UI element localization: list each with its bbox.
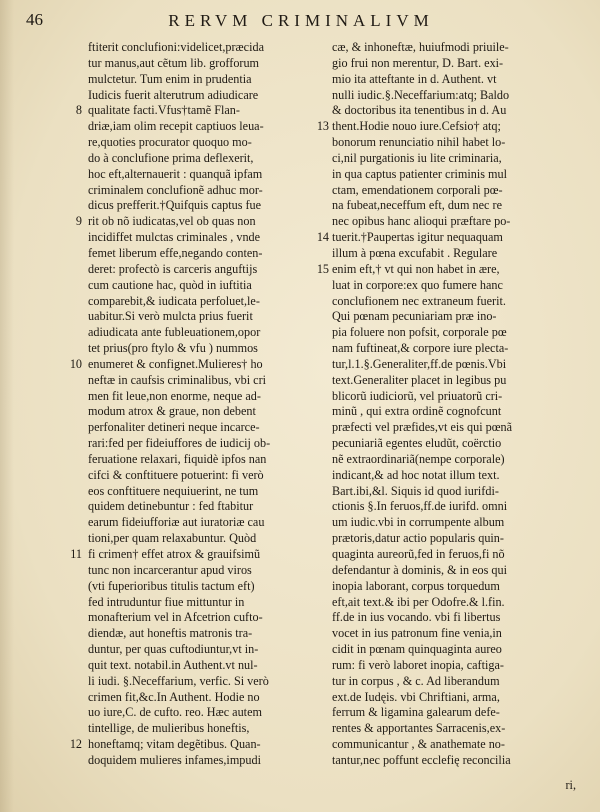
text-line: rari:fed per fideiuffores de iudicij ob- xyxy=(88,436,271,451)
catchword: ri, xyxy=(565,778,576,792)
text-line: defendantur à dominis, & in eos qui xyxy=(332,562,507,577)
text-line: honeftamq; vitam degẽtibus. Quan- xyxy=(88,737,261,752)
text-line: enim eft,† vt qui non habet in ære, xyxy=(332,261,500,276)
text-line: femet liberum effe,negando conten- xyxy=(88,245,263,260)
text-line: earum fideiufforiæ aut iuratoriæ cau xyxy=(88,515,265,530)
text-line: quidem detinebuntur : fed ftabitur xyxy=(88,499,254,514)
text-line: um iudic.vbi in corrumpente album xyxy=(332,515,505,530)
marginal-number: 15 xyxy=(316,262,329,276)
marginal-number: 8 xyxy=(75,103,82,117)
text-line: tioni,per quam relaxabuntur. Quòd xyxy=(88,531,257,546)
text-line: ferrum & ligamina galearum defe- xyxy=(332,705,500,720)
text-line: nec opibus hanc alioqui præftare po- xyxy=(332,214,511,229)
text-line: ctionis §.In feruos,ff.de iurifd. omni xyxy=(332,499,508,514)
text-line: pecuniariã egentes eludũt, coërctio xyxy=(332,436,502,451)
text-line: crimen fit,&c.In Authent. Hodie no xyxy=(88,689,260,704)
text-line: tur,l.1.§.Generaliter,ff.de pœnis.Vbi xyxy=(332,356,507,371)
text-line: deret: profectò is carceris anguftijs xyxy=(88,261,258,276)
text-line: comparebit,& iudicata perfoluet,le- xyxy=(88,293,260,308)
text-line: dicus prefferit.†Quifquis captus fue xyxy=(88,198,262,213)
text-line: tur manus,aut cẽtum lib. grofforum xyxy=(88,55,260,70)
text-line: cidit in pœnam quinquaginta aureo xyxy=(332,642,502,657)
text-line: cifci & conftituere potuerint: fi verò xyxy=(88,467,264,482)
text-line: illum à pœna excufabit . Regulare xyxy=(332,245,498,260)
text-line: enumeret & confignet.Mulieres† ho xyxy=(88,356,263,371)
text-line: duntur, per quas cuftodiuntur,vt in- xyxy=(88,642,259,657)
text-line: quaginta aureorũ,fed in feruos,fi nõ xyxy=(332,547,505,561)
text-line: tur in corpus , & c. Ad liberandum xyxy=(332,673,500,688)
text-line: tet prius(pro ftylo & vfu ) nummos xyxy=(88,341,258,356)
text-line: quit text. notabil.in Authent.vt nul- xyxy=(88,657,258,672)
text-line: doquidem mulieres infames,impudi xyxy=(88,752,261,767)
text-line: ctam, emendationem corporali pœ- xyxy=(332,182,503,197)
text-line: cum cautione hac, quòd in iuftitia xyxy=(88,277,252,292)
text-line: eft,ait text.& ibi per Odofre.& l.fin. xyxy=(332,594,505,609)
text-line: adiudicata ante fubleuationem,opor xyxy=(88,325,261,340)
marginal-number: 11 xyxy=(70,547,82,561)
text-line: diendæ, aut honeftis matronis tra- xyxy=(88,626,253,641)
text-line: & doctoribus ita tenentibus in d. Au xyxy=(332,103,507,118)
text-line: ff.de in ius vocando. vbi fi libertus xyxy=(332,610,501,625)
text-line: tuerit.†Paupertas igitur nequaquam xyxy=(332,230,503,245)
text-line: conclufionem nec extraneum fuerit. xyxy=(332,293,506,308)
text-line: monafterium vel in Afcetrion cufto- xyxy=(88,610,263,625)
text-line: na fubeat,neceffum eft, dum nec re xyxy=(332,198,502,213)
text-line: communicantur , & anathemate no- xyxy=(332,737,505,752)
text-line: text.Generaliter placet in legibus pu xyxy=(332,372,507,387)
text-line: uo iure,C. de cufto. reo. Hæc autem xyxy=(88,705,262,720)
text-line: nẽ extraordinariã(nempe corporale) xyxy=(332,451,505,466)
text-line: uabitur.Si verò mulcta prius fuerit xyxy=(88,309,253,324)
text-line: eos conftituere nequiuerint, ne tum xyxy=(88,483,259,498)
text-line: tintellige, de mulieribus honeftis, xyxy=(88,721,250,736)
text-line: bonorum renunciatio nihil habet lo- xyxy=(332,135,506,150)
text-line: nulli iudic.§.Neceffarium:atq; Baldo xyxy=(332,87,510,102)
text-line: in qua captus patienter criminis mul xyxy=(332,166,507,181)
text-line: vocet in ius patronum fine venia,in xyxy=(332,626,502,641)
marginal-number: 9 xyxy=(75,214,82,228)
text-line: Iudicis fuerit alterutrum adiudicare xyxy=(88,87,259,102)
text-line: tunc non incarcerantur apud viros xyxy=(88,562,252,577)
text-line: hoc eft,alternauerit : quanquã ipfam xyxy=(88,166,263,181)
text-line: rum: fi verò laboret inopia, caftiga- xyxy=(332,657,504,672)
text-line: Qui pœnam pecuniariam præ ino- xyxy=(332,309,497,324)
gutter-shadow xyxy=(0,0,14,812)
text-line: do à conclufione prima deflexerit, xyxy=(88,150,254,165)
text-line: luat in corpore:ex quo fumere hanc xyxy=(332,277,503,292)
text-line: mulctetur. Tum enim in prudentia xyxy=(88,71,252,86)
text-line: Bart.ibi,&l. Siquis id quod iurifdi- xyxy=(332,483,499,498)
left-text-column xyxy=(88,40,310,769)
right-text-column xyxy=(332,40,578,769)
text-line: thent.Hodie nouo iure.Cefsio† atq; xyxy=(332,119,501,134)
text-line: minũ , qui extra ordinẽ cognofcunt xyxy=(332,404,502,419)
running-title: RERVM CRIMINALIVM xyxy=(168,11,434,30)
text-line: rit ob nõ iudicatas,vel ob quas non xyxy=(88,214,256,229)
text-line: cæ, & inhoneftæ, huiufmodi priuile- xyxy=(332,40,509,54)
text-line: modum atrox & graue, non debent xyxy=(88,404,256,419)
text-line: ext.de Iudęis. vbi Chriftiani, arma, xyxy=(332,689,500,704)
text-line: inopia laborant, corpus torquedum xyxy=(332,578,500,593)
text-line: rentes & apportantes Sarracenis,ex- xyxy=(332,721,506,736)
marginal-number: 14 xyxy=(316,230,329,244)
text-line: ftiterit conclufioni:videlicet,præcida xyxy=(88,40,264,54)
text-line: re,quoties procurator quoquo mo- xyxy=(88,135,252,150)
text-line: tantur,nec poffunt ecclefię reconcilia xyxy=(332,752,511,767)
text-line: criminalem conclufionẽ adhuc mor- xyxy=(88,182,263,197)
text-line: pia foluere non pofsit, corporale pœ xyxy=(332,325,507,340)
text-line: driæ,iam olim recepit captiuos leua- xyxy=(88,119,264,134)
text-line: gio frui non merentur, D. Bart. exi- xyxy=(332,55,504,70)
text-line: nam fuftineat,& corpore iure plecta- xyxy=(332,341,509,356)
text-line: fed intruduntur fiue mittuntur in xyxy=(88,594,245,609)
text-line: (vti fuperioribus titulis tactum eft) xyxy=(88,578,255,593)
text-line: fi crimen† effet atrox & grauifsimũ xyxy=(88,547,261,561)
text-line: men fit leue,non enorme, neque ad- xyxy=(88,388,261,403)
text-line: qualitate facti.Vfus†tamẽ Flan- xyxy=(88,103,240,118)
marginal-number: 10 xyxy=(69,357,82,371)
text-line: ci,nil purgationis iu lite criminaria, xyxy=(332,150,502,165)
text-line: prætoris,datur actio popularis quin- xyxy=(332,531,504,546)
folio-number: 46 xyxy=(26,10,43,29)
text-line: feruatione relaxari, fiquidè ipfos nan xyxy=(88,451,267,466)
text-line: præfecti vel præfides,vt eis qui pœnã xyxy=(332,420,513,435)
page-header xyxy=(26,10,576,36)
text-line: indicant,& ad hoc notat illum text. xyxy=(332,467,500,482)
text-line: neftæ in caufsis criminalibus, vbi cri xyxy=(88,372,267,387)
text-line: mio ita atteftante in d. Authent. vt xyxy=(332,71,497,86)
text-line: incidiffet mulctas criminales , vnde xyxy=(88,230,261,245)
marginal-number: 13 xyxy=(316,119,329,133)
text-line: perfonaliter detineri neque incarce- xyxy=(88,420,260,435)
text-line: blicorũ iudiciorũ, vel priuatorũ cri- xyxy=(332,388,503,403)
text-line: li iudi. §.Neceffarium, verfic. Si verò xyxy=(88,673,269,688)
marginal-number: 12 xyxy=(69,737,82,751)
